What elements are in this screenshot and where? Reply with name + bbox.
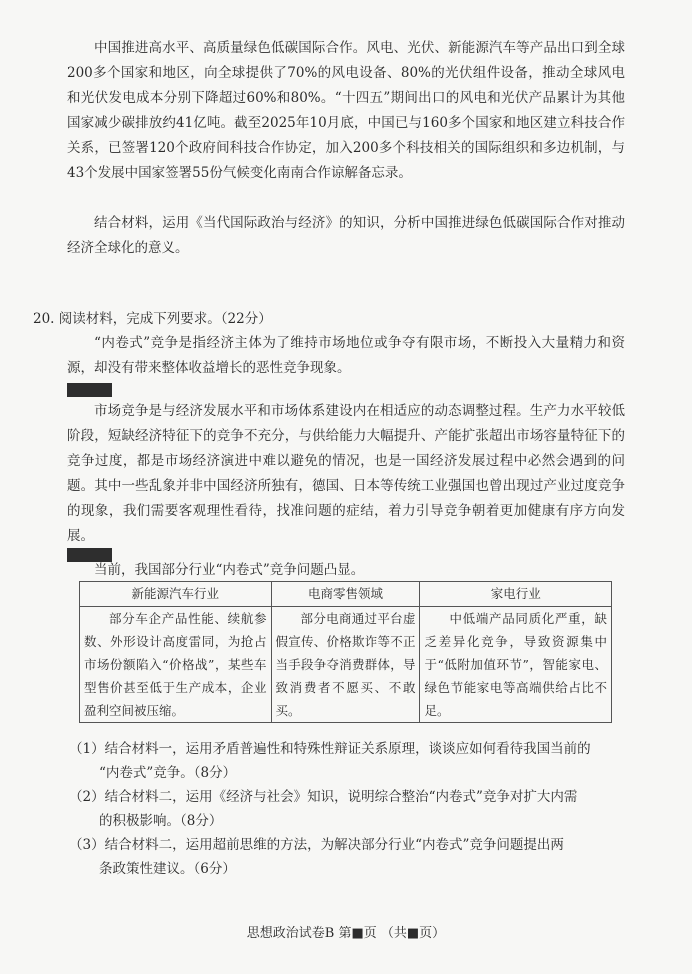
sub-question-3-line-1: （3）结合材料二，运用超前思维的方法，为解决部分行业“内卷式”竞争问题提出两 — [69, 837, 564, 853]
material-two-intro: 当前，我国部分行业“内卷式”竞争问题凸显。 — [94, 562, 365, 578]
table-header-row — [80, 582, 612, 607]
sub-question-2-line-2: 的积极影响。（8分） — [99, 813, 223, 829]
table-cell: 部分电商通过平台虚假宣传、价格欺诈等不正当手段争夺消费群体，导致消费者不愿买、不敢买。 — [271, 607, 420, 723]
table-cell: 中低端产品同质化严重，缺乏差异化竞争，导致资源集中于“低附加值环节”，智能家电、绿色节能家电等高端供给占比不足。 — [420, 607, 612, 723]
material-one-label-mark — [67, 383, 112, 397]
question-19-prompt: 结合材料，运用《当代国际政治与经济》的知识，分析中国推进绿色低碳国际合作对推动经济全球化的意义。 — [67, 215, 625, 256]
sub-question-2-line-1: （2）结合材料二，运用《经济与社会》知识，说明综合整治“内卷式”竞争对扩大内需 — [69, 789, 578, 805]
sub-question-1-line-2: “内卷式”竞争。（8分） — [99, 765, 237, 781]
question-20-intro: “内卷式”竞争是指经济主体为了维持市场地位或争夺有限市场，不断投入大量精力和资源，却没有带来整体收益增长的恶性竞争现象。 — [67, 335, 625, 376]
table-header-cell: 家电行业 — [420, 582, 612, 607]
material-one-text: 市场竞争是与经济发展水平和市场体系建设内在相适应的动态调整过程。生产力水平较低阶段，短缺经济特征下的竞争不充分，与供给能力大幅提升、产能扩张超出市场容量特征下的竞争过度，都是市场经济演进中难以避免的情况，也是一国经济发展过程中必然会遇到的问题。其中一些乱象并非中国经济所独有，德国、日本等传统工业强国也曾出现过产业过度竞争的现象，我们需要客观理性看待，找准问题的症结，着力引导竞争朝着更加健康有序方向发展。 — [67, 403, 625, 544]
table-row — [80, 607, 612, 723]
question-20-header: 20. 阅读材料，完成下列要求。（22分） — [33, 311, 272, 327]
material-paragraph: 中国推进高水平、高质量绿色低碳国际合作。风电、光伏、新能源汽车等产品出口到全球200多个国家和地区，向全球提供了70%的风电设备、80%的光伏组件设备，推动全球风电和光伏发电成本分别下降超过60%和80%。“十四五”期间出口的风电和光伏产品累计为其他国家减少碳排放约41亿吨。截至2025年10月底，中国已与160多个国家和地区建立科技合作关系，已签署120个政府间科技合作协定，加入200多个科技相关的国际组织和多边机制，与43个发展中国家签署55份气候变化南南合作谅解备忘录。 — [67, 40, 625, 181]
sub-question-1-line-1: （1）结合材料一，运用矛盾普遍性和特殊性辩证关系原理，谈谈应如何看待我国当前的 — [69, 741, 591, 757]
table-header-cell: 新能源汽车行业 — [80, 582, 272, 607]
table-cell: 部分车企产品性能、续航参数、外形设计高度雷同，为抢占市场份额陷入“价格战”，某些车型售价甚至低于生产成本，企业盈利空间被压缩。 — [80, 607, 272, 723]
industry-table — [79, 581, 612, 723]
table-header-cell: 电商零售领域 — [271, 582, 420, 607]
page-footer: 思想政治试卷B 第■页 （共■页） — [246, 926, 446, 941]
sub-question-3-line-2: 条政策性建议。（6分） — [99, 861, 236, 877]
